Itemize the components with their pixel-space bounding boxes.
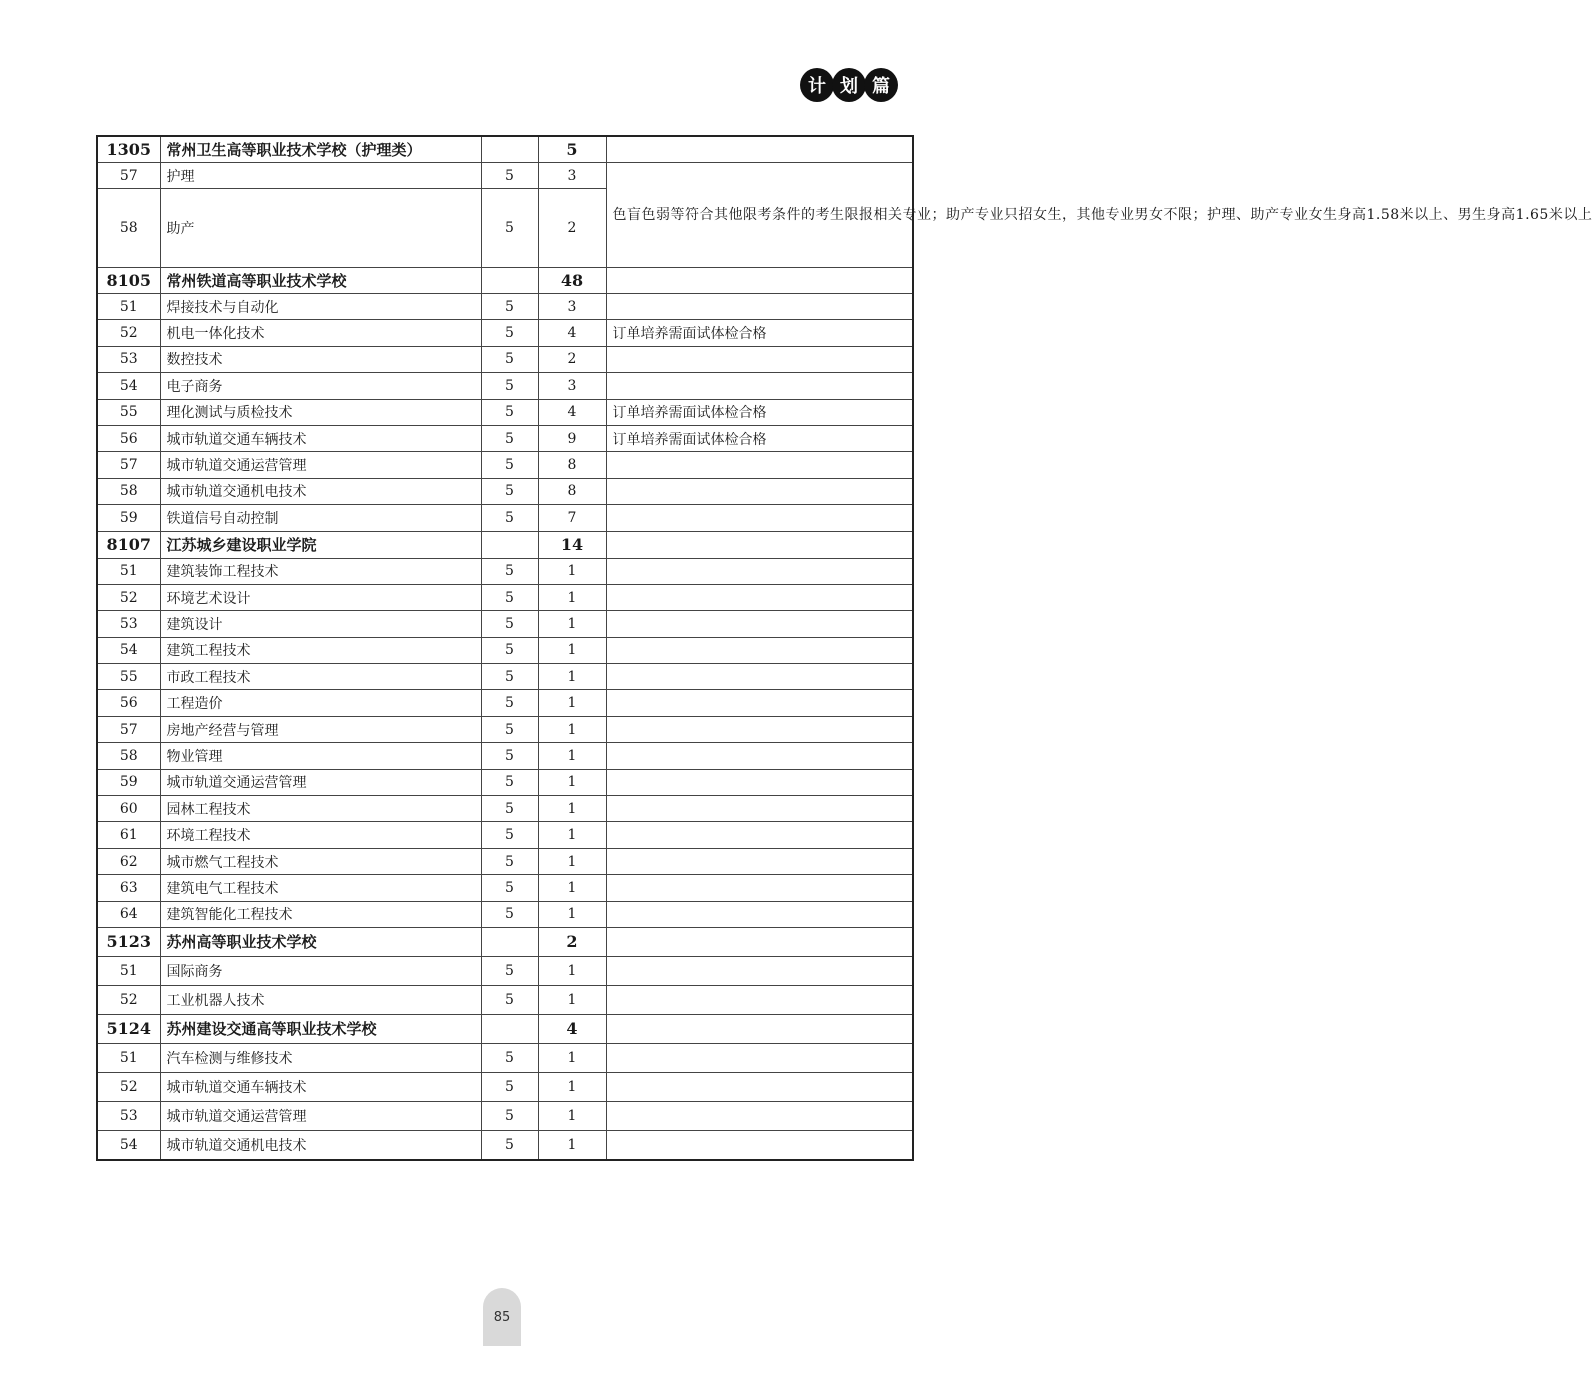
program-years: 5	[481, 875, 538, 901]
program-count: 2	[538, 189, 606, 268]
school-years	[481, 531, 538, 558]
program-code: 51	[97, 956, 160, 985]
program-row	[97, 320, 913, 346]
school-years	[481, 268, 538, 294]
program-count: 1	[538, 664, 606, 690]
program-name: 焊接技术与自动化	[160, 294, 481, 320]
school-note	[606, 927, 913, 956]
program-note	[606, 690, 913, 716]
program-note	[606, 956, 913, 985]
program-name: 市政工程技术	[160, 664, 481, 690]
program-row	[97, 716, 913, 742]
program-code: 59	[97, 769, 160, 795]
program-name: 机电一体化技术	[160, 320, 481, 346]
program-years: 5	[481, 1072, 538, 1101]
program-row	[97, 637, 913, 663]
program-years: 5	[481, 425, 538, 451]
program-years: 5	[481, 584, 538, 610]
program-code: 51	[97, 294, 160, 320]
school-row	[97, 1014, 913, 1043]
page-number: 85	[483, 1288, 521, 1346]
program-note	[606, 637, 913, 663]
program-row	[97, 822, 913, 848]
program-name: 建筑设计	[160, 611, 481, 637]
program-name: 建筑工程技术	[160, 637, 481, 663]
program-count: 1	[538, 1043, 606, 1072]
school-years	[481, 927, 538, 956]
program-row	[97, 294, 913, 320]
school-code: 8105	[97, 268, 160, 294]
program-name: 数控技术	[160, 346, 481, 372]
program-note	[606, 611, 913, 637]
program-note	[606, 716, 913, 742]
program-name: 国际商务	[160, 956, 481, 985]
program-name: 园林工程技术	[160, 796, 481, 822]
program-code: 63	[97, 875, 160, 901]
program-years: 5	[481, 796, 538, 822]
program-row	[97, 901, 913, 927]
school-row	[97, 927, 913, 956]
program-count: 7	[538, 505, 606, 531]
logo-char-1: 计	[800, 68, 834, 102]
program-count: 1	[538, 769, 606, 795]
program-row	[97, 1130, 913, 1160]
program-row	[97, 478, 913, 504]
program-row	[97, 399, 913, 425]
school-name: 江苏城乡建设职业学院	[160, 531, 481, 558]
program-row	[97, 1072, 913, 1101]
program-row	[97, 452, 913, 478]
logo-char-2: 划	[832, 68, 866, 102]
program-name: 环境工程技术	[160, 822, 481, 848]
program-name: 建筑装饰工程技术	[160, 558, 481, 584]
program-count: 1	[538, 985, 606, 1014]
program-code: 57	[97, 716, 160, 742]
program-note	[606, 743, 913, 769]
school-total: 4	[538, 1014, 606, 1043]
program-years: 5	[481, 985, 538, 1014]
school-name: 苏州建设交通高等职业技术学校	[160, 1014, 481, 1043]
program-row	[97, 875, 913, 901]
program-years: 5	[481, 716, 538, 742]
program-name: 城市燃气工程技术	[160, 848, 481, 874]
program-code: 52	[97, 1072, 160, 1101]
program-row	[97, 664, 913, 690]
program-name: 城市轨道交通运营管理	[160, 769, 481, 795]
program-name: 汽车检测与维修技术	[160, 1043, 481, 1072]
program-row	[97, 346, 913, 372]
program-count: 1	[538, 1130, 606, 1160]
school-code: 5123	[97, 927, 160, 956]
program-row	[97, 1043, 913, 1072]
school-row	[97, 531, 913, 558]
school-years	[481, 1014, 538, 1043]
program-count: 1	[538, 558, 606, 584]
program-row	[97, 425, 913, 451]
program-row	[97, 584, 913, 610]
school-total: 2	[538, 927, 606, 956]
program-years: 5	[481, 558, 538, 584]
program-note	[606, 505, 913, 531]
program-name: 建筑电气工程技术	[160, 875, 481, 901]
program-count: 1	[538, 743, 606, 769]
program-code: 51	[97, 558, 160, 584]
program-note	[606, 478, 913, 504]
school-row	[97, 268, 913, 294]
school-total: 48	[538, 268, 606, 294]
program-count: 2	[538, 346, 606, 372]
program-row	[97, 690, 913, 716]
program-years: 5	[481, 1130, 538, 1160]
program-count: 1	[538, 848, 606, 874]
program-note	[606, 848, 913, 874]
school-note	[606, 1014, 913, 1043]
program-code: 53	[97, 346, 160, 372]
program-row	[97, 1101, 913, 1130]
program-code: 58	[97, 478, 160, 504]
program-code: 58	[97, 189, 160, 268]
school-code: 5124	[97, 1014, 160, 1043]
program-note: 色盲色弱等符合其他限考条件的考生限报相关专业；助产专业只招女生，其他专业男女不限；护理、助产专业女生身高1.58米以上、男生身高1.65米以上	[606, 163, 913, 268]
program-count: 4	[538, 399, 606, 425]
program-note: 订单培养需面试体检合格	[606, 425, 913, 451]
program-row	[97, 796, 913, 822]
program-years: 5	[481, 848, 538, 874]
program-code: 53	[97, 611, 160, 637]
program-count: 1	[538, 822, 606, 848]
program-years: 5	[481, 189, 538, 268]
program-count: 9	[538, 425, 606, 451]
program-count: 1	[538, 716, 606, 742]
program-row	[97, 985, 913, 1014]
program-code: 55	[97, 399, 160, 425]
program-code: 54	[97, 1130, 160, 1160]
program-years: 5	[481, 901, 538, 927]
program-count: 3	[538, 294, 606, 320]
school-name: 常州卫生高等职业技术学校（护理类）	[160, 136, 481, 163]
program-note	[606, 985, 913, 1014]
program-code: 52	[97, 584, 160, 610]
program-years: 5	[481, 637, 538, 663]
program-years: 5	[481, 452, 538, 478]
program-name: 城市轨道交通机电技术	[160, 478, 481, 504]
program-name: 城市轨道交通运营管理	[160, 452, 481, 478]
program-count: 3	[538, 163, 606, 189]
program-note	[606, 875, 913, 901]
program-code: 57	[97, 163, 160, 189]
program-name: 铁道信号自动控制	[160, 505, 481, 531]
program-name: 理化测试与质检技术	[160, 399, 481, 425]
program-row	[97, 956, 913, 985]
program-code: 52	[97, 985, 160, 1014]
enrollment-plan-table	[96, 135, 1592, 1161]
program-note	[606, 769, 913, 795]
program-years: 5	[481, 373, 538, 399]
program-code: 53	[97, 1101, 160, 1130]
program-code: 64	[97, 901, 160, 927]
program-code: 59	[97, 505, 160, 531]
program-count: 1	[538, 690, 606, 716]
program-count: 1	[538, 956, 606, 985]
school-note	[606, 268, 913, 294]
program-code: 56	[97, 425, 160, 451]
program-code: 56	[97, 690, 160, 716]
program-note	[606, 584, 913, 610]
program-years: 5	[481, 346, 538, 372]
program-code: 52	[97, 320, 160, 346]
program-count: 1	[538, 796, 606, 822]
program-count: 1	[538, 584, 606, 610]
program-name: 建筑智能化工程技术	[160, 901, 481, 927]
program-years: 5	[481, 690, 538, 716]
program-years: 5	[481, 743, 538, 769]
program-years: 5	[481, 769, 538, 795]
program-row	[97, 769, 913, 795]
school-total: 5	[538, 136, 606, 163]
school-total: 14	[538, 531, 606, 558]
program-count: 8	[538, 452, 606, 478]
program-code: 58	[97, 743, 160, 769]
program-years: 5	[481, 320, 538, 346]
program-years: 5	[481, 611, 538, 637]
program-years: 5	[481, 664, 538, 690]
school-note	[606, 136, 913, 163]
program-code: 61	[97, 822, 160, 848]
program-row	[97, 558, 913, 584]
program-years: 5	[481, 399, 538, 425]
logo-char-3: 篇	[864, 68, 898, 102]
program-name: 环境艺术设计	[160, 584, 481, 610]
program-note	[606, 1072, 913, 1101]
program-note	[606, 664, 913, 690]
program-code: 57	[97, 452, 160, 478]
program-row	[97, 163, 913, 189]
program-code: 60	[97, 796, 160, 822]
program-note	[606, 822, 913, 848]
program-code: 62	[97, 848, 160, 874]
section-logo	[800, 66, 900, 106]
program-name: 工程造价	[160, 690, 481, 716]
program-name: 助产	[160, 189, 481, 268]
program-count: 1	[538, 1101, 606, 1130]
program-note	[606, 346, 913, 372]
program-name: 工业机器人技术	[160, 985, 481, 1014]
program-row	[97, 743, 913, 769]
program-years: 5	[481, 822, 538, 848]
program-code: 55	[97, 664, 160, 690]
program-name: 城市轨道交通运营管理	[160, 1101, 481, 1130]
program-note	[606, 294, 913, 320]
program-count: 1	[538, 637, 606, 663]
program-note	[606, 1130, 913, 1160]
program-count: 1	[538, 1072, 606, 1101]
school-name: 苏州高等职业技术学校	[160, 927, 481, 956]
program-code: 51	[97, 1043, 160, 1072]
school-note	[606, 531, 913, 558]
program-note	[606, 373, 913, 399]
school-row	[97, 136, 913, 163]
program-note: 订单培养需面试体检合格	[606, 399, 913, 425]
program-code: 54	[97, 637, 160, 663]
program-years: 5	[481, 478, 538, 504]
program-row	[97, 505, 913, 531]
program-years: 5	[481, 163, 538, 189]
program-count: 1	[538, 875, 606, 901]
school-name: 常州铁道高等职业技术学校	[160, 268, 481, 294]
program-years: 5	[481, 1101, 538, 1130]
program-note	[606, 796, 913, 822]
program-note	[606, 452, 913, 478]
school-code: 8107	[97, 531, 160, 558]
program-name: 物业管理	[160, 743, 481, 769]
program-years: 5	[481, 956, 538, 985]
program-count: 3	[538, 373, 606, 399]
program-name: 护理	[160, 163, 481, 189]
program-years: 5	[481, 505, 538, 531]
program-row	[97, 611, 913, 637]
program-note	[606, 1101, 913, 1130]
program-note	[606, 901, 913, 927]
program-count: 4	[538, 320, 606, 346]
program-note: 订单培养需面试体检合格	[606, 320, 913, 346]
program-count: 1	[538, 611, 606, 637]
program-count: 1	[538, 901, 606, 927]
program-row	[97, 373, 913, 399]
program-name: 房地产经营与管理	[160, 716, 481, 742]
program-name: 城市轨道交通车辆技术	[160, 1072, 481, 1101]
program-row	[97, 848, 913, 874]
program-name: 电子商务	[160, 373, 481, 399]
program-name: 城市轨道交通车辆技术	[160, 425, 481, 451]
program-years: 5	[481, 294, 538, 320]
school-years	[481, 136, 538, 163]
program-code: 54	[97, 373, 160, 399]
program-name: 城市轨道交通机电技术	[160, 1130, 481, 1160]
program-note	[606, 1043, 913, 1072]
program-note	[606, 558, 913, 584]
program-years: 5	[481, 1043, 538, 1072]
program-count: 8	[538, 478, 606, 504]
school-code: 1305	[97, 136, 160, 163]
